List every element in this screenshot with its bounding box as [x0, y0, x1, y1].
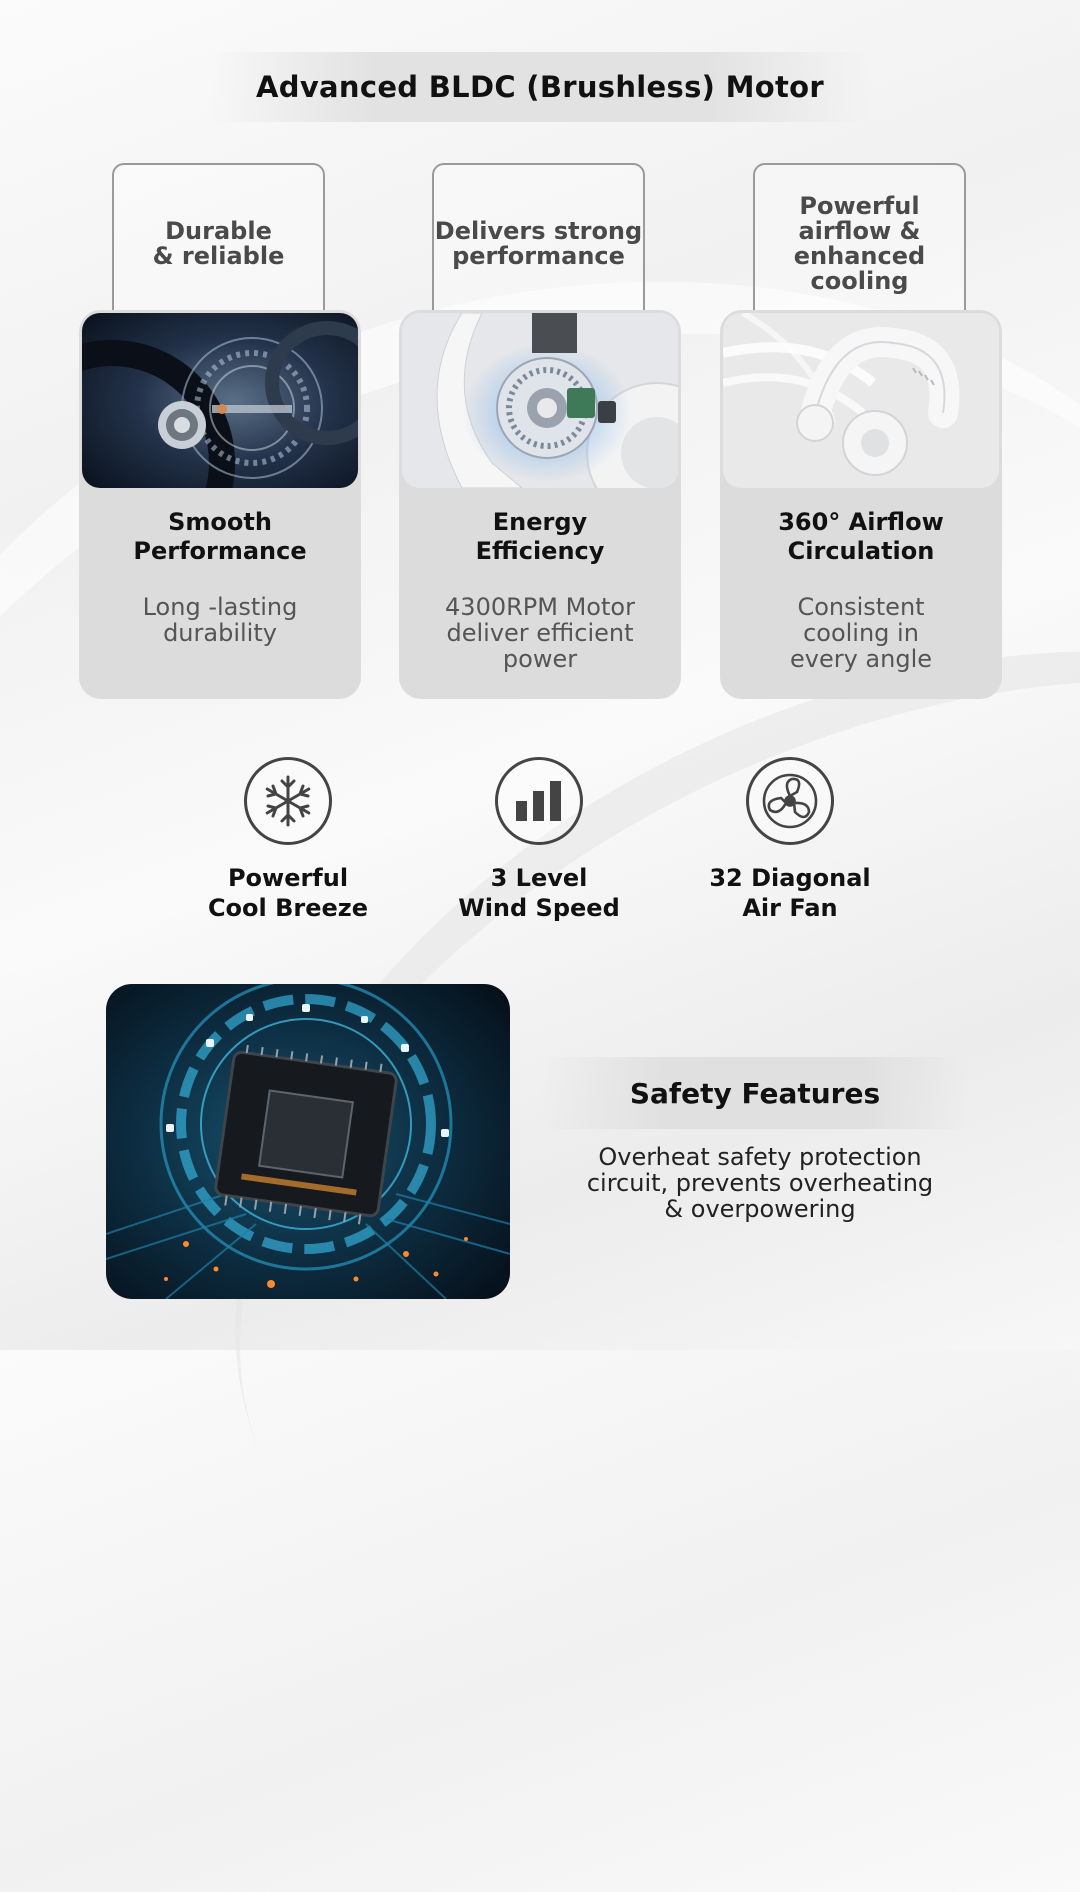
fan-icon — [746, 757, 834, 845]
circuit-chip-image — [106, 984, 510, 1299]
safety-title: Safety Features — [629, 1076, 881, 1110]
card-heading: 360° Airflow Circulation — [778, 508, 944, 565]
card-tab — [432, 163, 645, 323]
feature-wind-speed — [439, 757, 639, 923]
card-heading: Smooth Performance — [133, 508, 307, 565]
safety-title-banner — [540, 1057, 970, 1129]
bar-chart-icon — [495, 757, 583, 845]
card-description: 4300RPM Motor deliver efficient power — [445, 593, 635, 673]
feature-card-energy-efficiency — [399, 163, 681, 699]
feature-card-airflow-circulation — [720, 163, 1002, 699]
card-tab-label: Powerful airflow & enhanced cooling — [793, 192, 926, 295]
feature-diagonal-fan — [690, 757, 890, 923]
safety-description: Overheat safety protection circuit, prevents overheating & overpowering — [586, 1143, 934, 1223]
card-tab — [753, 163, 966, 323]
page-title: Advanced BLDC (Brushless) Motor — [256, 70, 824, 104]
feature-label: 3 Level Wind Speed — [458, 864, 620, 922]
fan-motor-exploded-image — [402, 313, 678, 488]
motor-closeup-image — [82, 313, 358, 488]
feature-label: 32 Diagonal Air Fan — [709, 864, 871, 922]
card-description: Consistent cooling in every angle — [789, 593, 933, 673]
card-description: Long -lasting durability — [142, 593, 298, 647]
neck-fan-airflow-image — [723, 313, 999, 488]
card-tab — [112, 163, 325, 323]
snowflake-icon — [244, 757, 332, 845]
feature-label: Powerful Cool Breeze — [207, 864, 369, 922]
title-banner — [210, 52, 870, 122]
card-tab-label: Delivers strong performance — [434, 217, 643, 270]
card-tab-label: Durable & reliable — [152, 217, 285, 270]
feature-card-smooth-performance — [79, 163, 361, 699]
card-heading: Energy Efficiency — [475, 508, 605, 565]
feature-cool-breeze — [188, 757, 388, 923]
